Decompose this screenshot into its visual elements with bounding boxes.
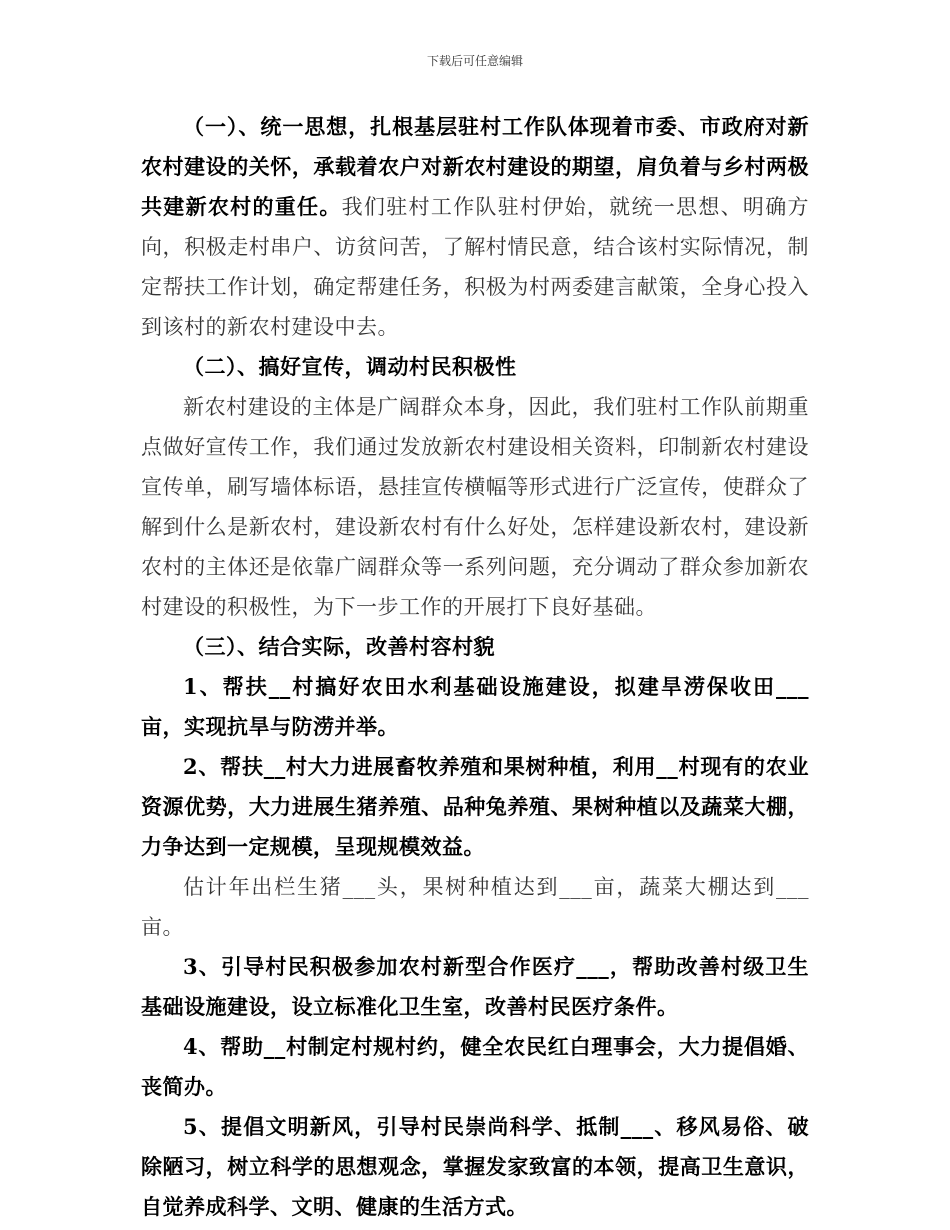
document-body — [141, 107, 809, 1227]
section-1-bold-text: （一）、统一思想，扎根基层驻村工作队体现着市委、市政府对新农村建设的关怀，承载着农户对新农村建设的期望，肩负着与乡村两极共建新农村的重任。 — [141, 114, 809, 219]
list-item-2: 2、帮扶__村大力进展畜牧养殖和果树种植，利用__村现有的农业资源优势，大力进展生猪养殖、品种兔养殖、果树种植以及蔬菜大棚，力争达到一定规模，呈现规模效益。 — [141, 754, 809, 859]
page-header: 下载后可任意编辑 — [426, 54, 523, 68]
paragraph-section-1 — [141, 107, 809, 347]
section-1-body-text: 我们驻村工作队驻村伊始，就统一思想、明确方向，积极走村串户、访贫问苦，了解村情民意，结合该村实际情况，制定帮扶工作计划，确定帮建任务，积极为村两委建言献策，全身心投入到该村的新农村建设中去。 — [141, 195, 810, 339]
list-item-5: 5、提倡文明新风，引导村民崇尚科学、抵制___、移风易俗、破除陋习，树立科学的思想观念，掌握发家致富的本领，提高卫生意识，自觉养成科学、文明、健康的生活方式。 — [141, 1114, 809, 1219]
list-item-4: 4、帮助__村制定村规村约，健全农民红白理事会，大力提倡婚、丧简办。 — [141, 1034, 809, 1099]
paragraph-section-2: 新农村建设的主体是广阔群众本身，因此，我们驻村工作队前期重点做好宣传工作，我们通过发放新农村建设相关资料，印制新农村建设宣传单，刷写墙体标语，悬挂宣传横幅等形式进行广泛宣传，使群众了解到什么是新农村，建设新农村有什么好处，怎样建设新农村，建设新农村的主体还是依靠广阔群众等一系列问题，充分调动了群众参加新农村建设的积极性，为下一步工作的开展打下良好基础。 — [141, 395, 809, 619]
list-item-3: 3、引导村民积极参加农村新型合作医疗___，帮助改善村级卫生基础设施建设，设立标准化卫生室，改善村民医疗条件。 — [141, 954, 809, 1019]
heading-section-2: （二）、搞好宣传，调动村民积极性 — [183, 354, 517, 379]
heading-section-3: （三）、结合实际，改善村容村貌 — [183, 634, 495, 659]
list-item-2-estimate: 估计年出栏生猪___头，果树种植达到___亩，蔬菜大棚达到___亩。 — [141, 875, 809, 939]
list-item-1: 1、帮扶__村搞好农田水利基础设施建设，拟建旱涝保收田___亩，实现抗旱与防涝并举。 — [141, 674, 809, 739]
